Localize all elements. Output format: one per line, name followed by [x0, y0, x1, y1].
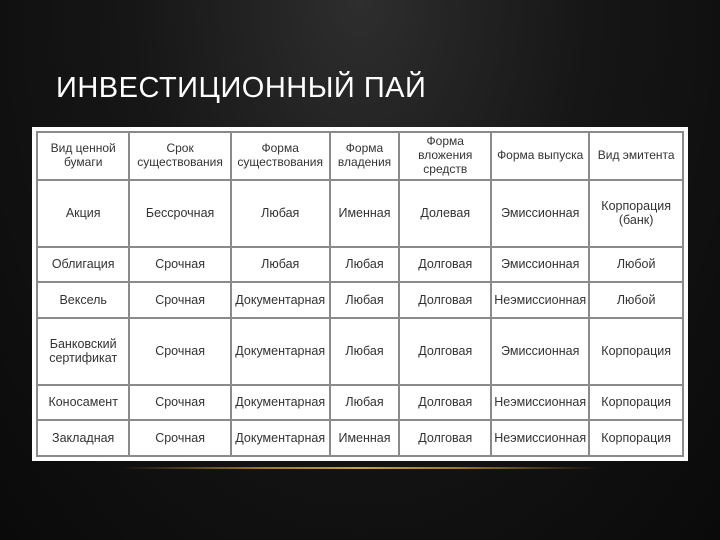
table-cell: Неэмиссионная	[491, 385, 589, 421]
table-cell: Любая	[231, 180, 330, 247]
table-row	[37, 180, 683, 247]
table-cell: Любая	[330, 247, 400, 283]
table-row	[37, 247, 683, 283]
column-header: Срок существования	[129, 132, 230, 180]
table-cell: Корпорация	[589, 420, 683, 456]
table-cell: Долевая	[399, 180, 491, 247]
table-cell: Корпорация	[589, 318, 683, 385]
table-cell: Долговая	[399, 318, 491, 385]
table-cell: Банковский сертификат	[37, 318, 129, 385]
column-header: Форма владения	[330, 132, 400, 180]
table-cell: Любая	[330, 385, 400, 421]
table-cell: Долговая	[399, 282, 491, 318]
table-cell: Корпорация	[589, 385, 683, 421]
table-cell: Именная	[330, 180, 400, 247]
table-cell: Любая	[330, 318, 400, 385]
table-cell: Срочная	[129, 385, 230, 421]
table-cell: Бессрочная	[129, 180, 230, 247]
table-cell: Документарная	[231, 420, 330, 456]
slide-title: ИНВЕСТИЦИОННЫЙ ПАЙ	[56, 72, 427, 104]
column-header: Вид ценной бумаги	[37, 132, 129, 180]
table-cell: Долговая	[399, 385, 491, 421]
table-row	[37, 318, 683, 385]
securities-table	[36, 131, 684, 457]
table-cell: Эмиссионная	[491, 318, 589, 385]
table-cell: Срочная	[129, 318, 230, 385]
table-cell: Срочная	[129, 420, 230, 456]
table-cell: Документарная	[231, 282, 330, 318]
table-cell: Срочная	[129, 247, 230, 283]
table-cell: Долговая	[399, 420, 491, 456]
table-row	[37, 282, 683, 318]
table-cell: Эмиссионная	[491, 180, 589, 247]
table-cell: Акция	[37, 180, 129, 247]
table-cell: Корпорация (банк)	[589, 180, 683, 247]
table-cell: Облигация	[37, 247, 129, 283]
table-cell: Срочная	[129, 282, 230, 318]
column-header: Форма существования	[231, 132, 330, 180]
table-cell: Неэмиссионная	[491, 420, 589, 456]
table-cell: Любой	[589, 282, 683, 318]
table-cell: Коносамент	[37, 385, 129, 421]
table-cell: Долговая	[399, 247, 491, 283]
table-cell: Неэмиссионная	[491, 282, 589, 318]
table-cell: Любая	[330, 282, 400, 318]
accent-divider-line	[120, 467, 600, 469]
table-cell: Любой	[589, 247, 683, 283]
table-header-row	[37, 132, 683, 180]
securities-table-card	[32, 127, 688, 461]
table-cell: Любая	[231, 247, 330, 283]
column-header: Форма выпуска	[491, 132, 589, 180]
table-cell: Документарная	[231, 385, 330, 421]
table-cell: Документарная	[231, 318, 330, 385]
table-row	[37, 385, 683, 421]
table-row	[37, 420, 683, 456]
column-header: Форма вложения средств	[399, 132, 491, 180]
table-cell: Именная	[330, 420, 400, 456]
table-cell: Эмиссионная	[491, 247, 589, 283]
table-cell: Вексель	[37, 282, 129, 318]
table-cell: Закладная	[37, 420, 129, 456]
column-header: Вид эмитента	[589, 132, 683, 180]
